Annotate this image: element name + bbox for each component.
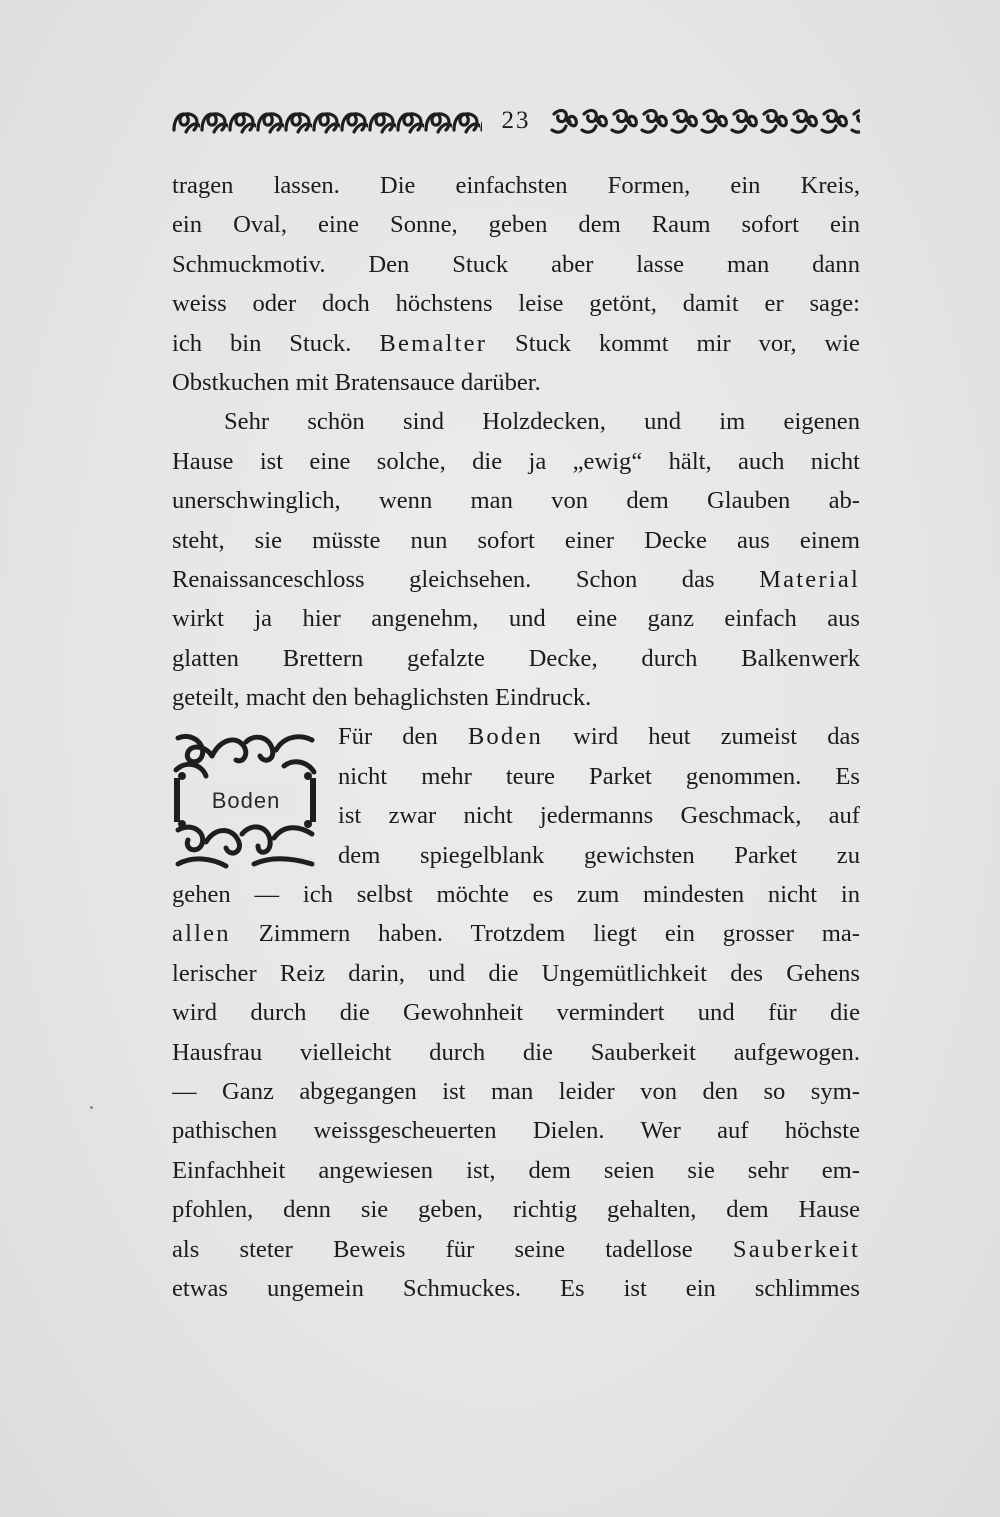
text-line: Sehr schön sind Holzdecken, und im eigenen xyxy=(224,408,860,436)
text-line xyxy=(338,717,860,756)
text-run: wird heut zumeist das xyxy=(573,723,860,751)
text-line xyxy=(172,1230,860,1269)
emphasized-word: Bemalter xyxy=(379,329,488,357)
text-line: ein Oval, eine Sonne, geben dem Raum sofort ein xyxy=(172,211,860,239)
text-line: glatten Brettern gefalzte Decke, durch Balkenwerk xyxy=(172,644,860,672)
emphasized-word: Sauberkeit xyxy=(732,1235,860,1263)
text-line: pathischen weissgescheuerten Dielen. Wer auf höchste xyxy=(172,1117,860,1145)
text-line: Hausfrau vielleicht durch die Sauberkeit aufgewogen. xyxy=(172,1038,860,1066)
marginal-heading-ornament xyxy=(172,730,318,870)
text-line: wirkt ja hier angenehm, und eine ganz einfach aus xyxy=(172,605,860,633)
text-line xyxy=(172,560,860,599)
emphasized-word: Boden xyxy=(467,723,544,751)
paper-speck xyxy=(90,1106,93,1109)
text-run: Zimmern haben. Trotzdem liegt ein grosser ma- xyxy=(258,920,860,948)
page-number: 23 xyxy=(501,107,531,134)
text-line: — Ganz abgegangen ist man leider von den so sym- xyxy=(172,1077,860,1105)
text-line: Schmuckmotiv. Den Stuck aber lasse man dann xyxy=(172,250,860,278)
text-line: tragen lassen. Die einfachsten Formen, ein Kreis, xyxy=(172,172,860,199)
text-line: etwas ungemein Schmuckes. Es ist ein schlimmes xyxy=(172,1274,860,1302)
header-ornament-right xyxy=(550,106,860,136)
text-line: dem spiegelblank gewichsten Parket zu xyxy=(338,841,860,869)
text-line: geteilt, macht den behaglichsten Eindruck. xyxy=(172,684,592,712)
text-line: ist zwar nicht jedermanns Geschmack, auf xyxy=(338,802,860,830)
text-line: pfohlen, denn sie geben, richtig gehalten, dem Hause xyxy=(172,1196,860,1224)
text-line: lerischer Reiz darin, und die Ungemütlichkeit des Gehens xyxy=(172,959,860,987)
text-run: Für den xyxy=(338,723,438,751)
text-run: Renaissanceschloss gleichsehen. Schon das xyxy=(172,565,715,593)
text-line: weiss oder doch höchstens leise getönt, damit er sage: xyxy=(172,290,860,318)
text-line: gehen — ich selbst möchte es zum mindesten nicht in xyxy=(172,881,860,909)
text-line: Hause ist eine solche, die ja „ewig“ hält, auch nicht xyxy=(172,447,860,475)
text-line: nicht mehr teure Parket genommen. Es xyxy=(338,762,860,790)
running-header xyxy=(172,102,860,142)
emphasized-word: Material xyxy=(759,565,860,593)
text-line: Einfachheit angewiesen ist, dem seien sie sehr em- xyxy=(172,1156,860,1184)
text-line xyxy=(172,324,860,363)
text-line xyxy=(172,914,860,953)
text-line: steht, sie müsste nun sofort einer Decke aus einem xyxy=(172,526,860,554)
marginal-heading-label: Boden xyxy=(198,786,294,816)
text-line: Obstkuchen mit Bratensauce darüber. xyxy=(172,368,541,396)
text-line: unerschwinglich, wenn man von dem Glauben ab- xyxy=(172,487,860,515)
header-ornament-left xyxy=(172,106,482,136)
text-run: ich bin Stuck. xyxy=(172,329,352,357)
text-run: Stuck kommt mir vor, wie xyxy=(515,329,860,357)
text-line: wird durch die Gewohnheit vermindert und für die xyxy=(172,999,860,1027)
emphasized-word: allen xyxy=(172,920,231,948)
text-run: als steter Beweis für seine tadellose xyxy=(172,1235,693,1263)
